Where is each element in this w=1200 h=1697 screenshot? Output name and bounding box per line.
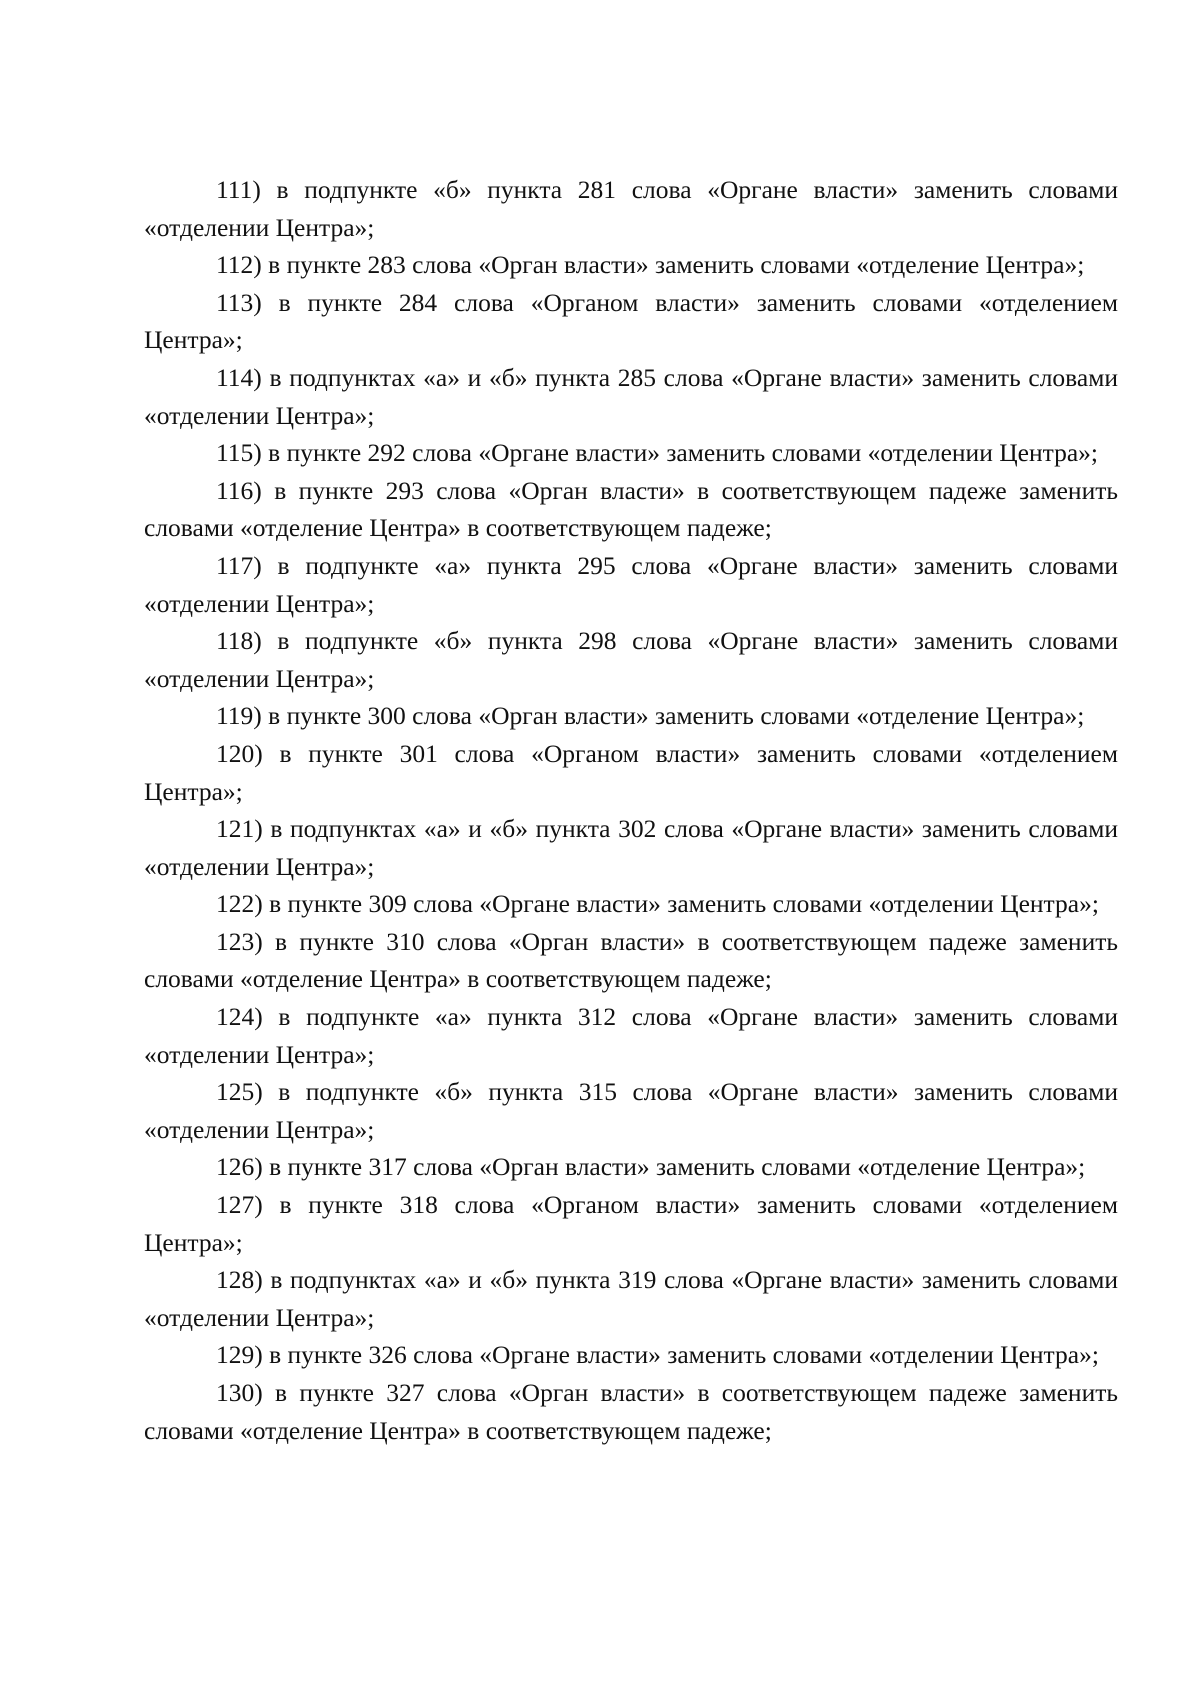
list-item: 125) в подпункте «б» пункта 315 слова «Органе власти» заменить словами «отделении Центра»; [144,1077,1118,1144]
list-item: 118) в подпункте «б» пункта 298 слова «Органе власти» заменить словами «отделении Центра»; [144,626,1118,693]
list-item: 112) в пункте 283 слова «Орган власти» заменить словами «отделение Центра»; [216,250,1085,280]
list-item: 123) в пункте 310 слова «Орган власти» в соответствующем падеже заменить словами «отделение Центра» в соответствующем падеже; [144,926,1118,994]
list-item: 128) в подпунктах «а» и «б» пункта 319 слова «Органе власти» заменить словами «отделении Центра»; [144,1265,1118,1332]
list-item: 121) в подпунктах «а» и «б» пункта 302 слова «Органе власти» заменить словами «отделении Центра»; [144,814,1118,881]
list-item: 111) в подпункте «б» пункта 281 слова «Органе власти» заменить словами «отделении Центра»; [144,175,1118,242]
list-item: 122) в пункте 309 слова «Органе власти» заменить словами «отделении Центра»; [216,889,1099,919]
document-body [144,171,1118,1449]
list-item: 115) в пункте 292 слова «Органе власти» заменить словами «отделении Центра»; [216,438,1098,468]
list-item: 114) в подпунктах «а» и «б» пункта 285 слова «Органе власти» заменить словами «отделении Центра»; [144,362,1118,430]
list-item: 127) в пункте 318 слова «Органом власти» заменить словами «отделением Центра»; [144,1190,1118,1257]
list-item: 130) в пункте 327 слова «Орган власти» в соответствующем падеже заменить словами «отделение Центра» в соответствующем падеже; [144,1378,1118,1445]
list-item: 124) в подпункте «а» пункта 312 слова «Органе власти» заменить словами «отделении Центра»; [144,1002,1118,1069]
list-item: 117) в подпункте «а» пункта 295 слова «Органе власти» заменить словами «отделении Центра»; [144,550,1118,618]
list-item: 119) в пункте 300 слова «Орган власти» заменить словами «отделение Центра»; [216,701,1085,731]
list-item: 120) в пункте 301 слова «Органом власти» заменить словами «отделением Центра»; [144,738,1118,806]
list-item: 126) в пункте 317 слова «Орган власти» заменить словами «отделение Центра»; [216,1152,1086,1182]
list-item: 113) в пункте 284 слова «Органом власти» заменить словами «отделением Центра»; [144,287,1118,355]
list-item: 129) в пункте 326 слова «Органе власти» заменить словами «отделении Центра»; [216,1340,1099,1370]
list-item: 116) в пункте 293 слова «Орган власти» в соответствующем падеже заменить словами «отделение Центра» в соответствующем падеже; [144,475,1118,543]
